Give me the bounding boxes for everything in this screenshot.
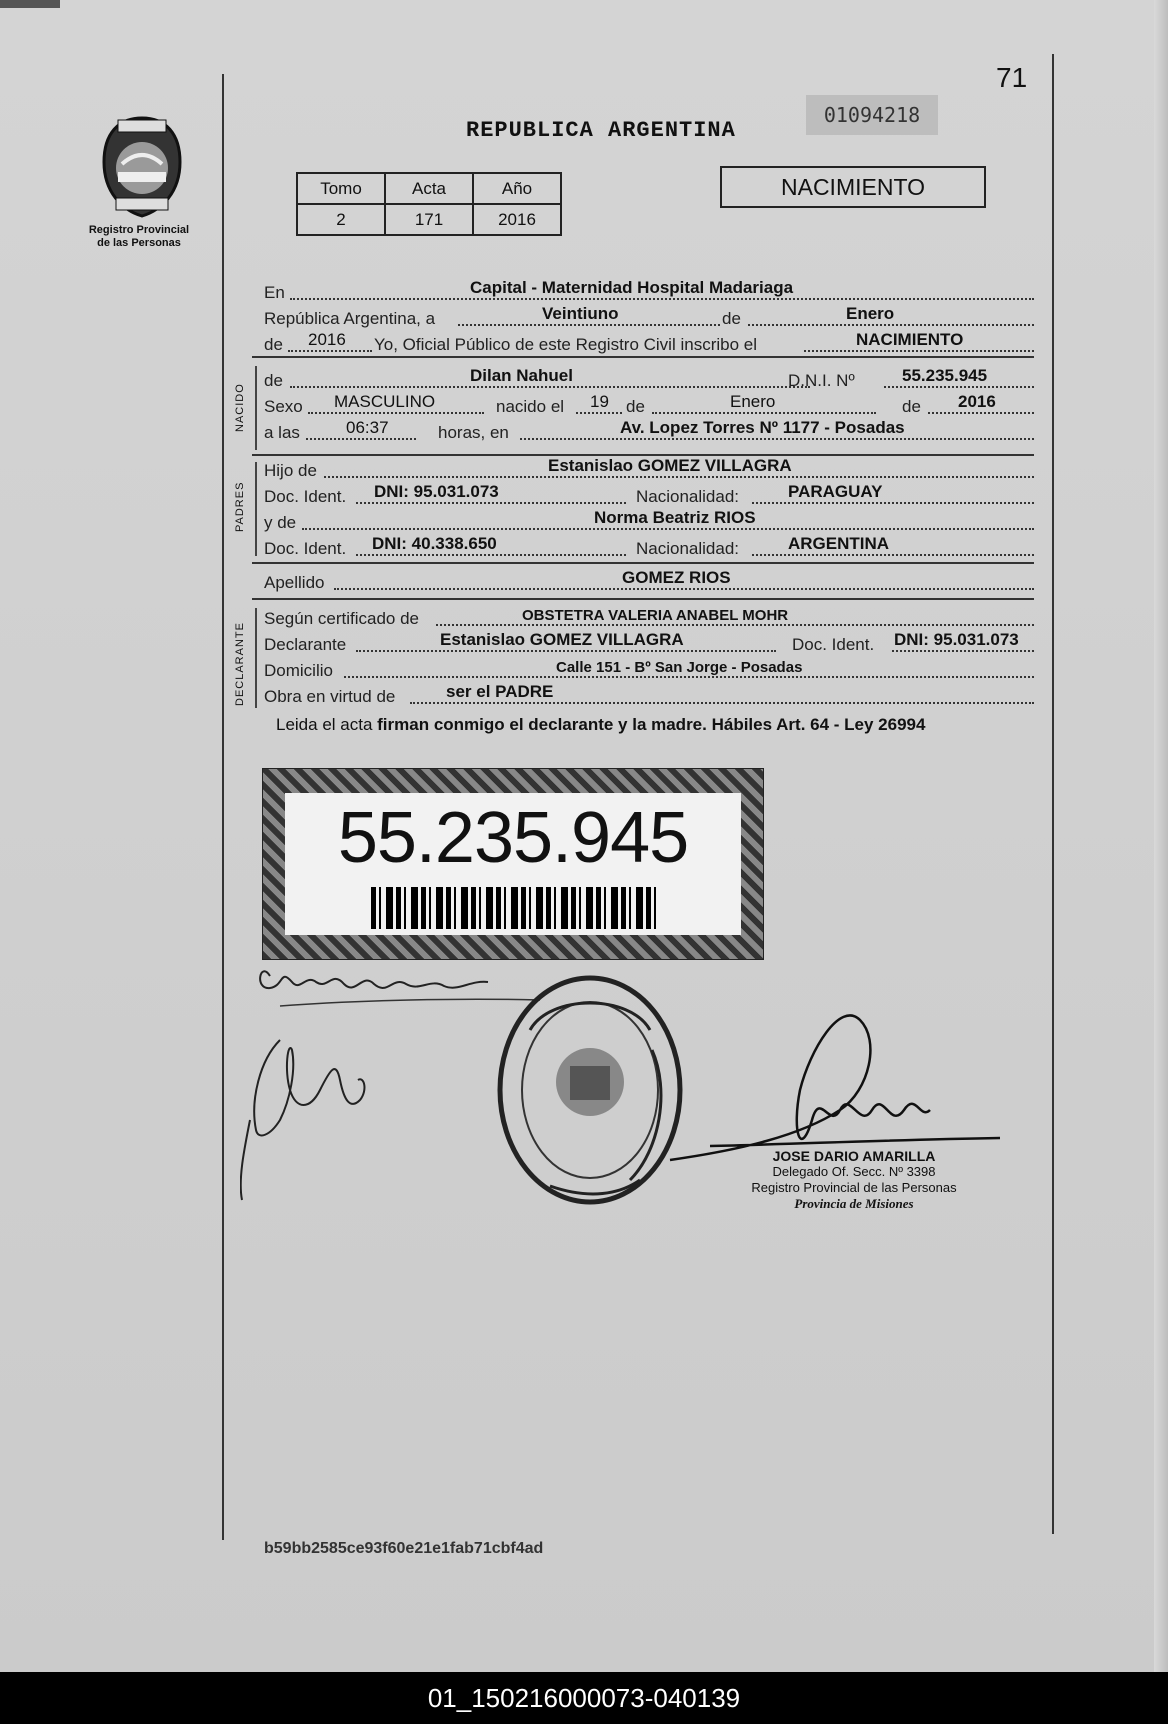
registry-caption-line2: de las Personas — [97, 237, 181, 249]
republica-label: República Argentina, a — [264, 309, 436, 328]
dotted-line — [748, 324, 1034, 326]
dotted-line — [928, 412, 1034, 414]
de2-label: de — [264, 335, 283, 354]
file-id-footer: 01_150216000073-040139 — [0, 1672, 1168, 1724]
dotted-line — [356, 554, 626, 556]
nac1-label: Nacionalidad: — [636, 487, 740, 506]
birth-month-value: Enero — [730, 392, 776, 411]
dotted-line — [804, 350, 1034, 352]
row-inscribo — [264, 330, 1034, 356]
scan-edge — [0, 0, 60, 8]
birth-place-value: Av. Lopez Torres Nº 1177 - Posadas — [620, 418, 905, 437]
section-separator — [252, 562, 1034, 564]
official-stamp — [500, 978, 680, 1202]
ref-header-tomo: Tomo — [297, 173, 385, 204]
mother-nationality-value: ARGENTINA — [788, 534, 890, 553]
official-name: JOSE DARIO AMARILLA — [772, 1148, 936, 1164]
nacido-el-label: nacido el — [496, 397, 565, 416]
row-doc-madre — [264, 534, 1034, 560]
right-margin-line — [1052, 54, 1054, 1534]
obra-label: Obra en virtud de — [264, 687, 396, 706]
row-apellido — [264, 568, 1034, 594]
declarante-label: Declarante — [264, 635, 347, 654]
signature-official — [670, 1015, 1000, 1160]
dni-label: D.N.I. Nº — [788, 371, 855, 390]
hijo-de-label: Hijo de — [264, 461, 317, 480]
y-de-label: y de — [264, 513, 297, 532]
record-type-box: NACIMIENTO — [720, 166, 986, 208]
serial-number: 01094218 — [806, 95, 938, 135]
surname-value: GOMEZ RIOS — [622, 568, 731, 587]
ref-value-acta: 171 — [385, 204, 473, 235]
dni-barcode-label — [262, 768, 764, 960]
ref-value-tomo: 2 — [297, 204, 385, 235]
row-certificado — [264, 608, 1034, 630]
barcode-icon — [371, 887, 661, 929]
dotted-line — [458, 324, 720, 326]
row-doc-padre — [264, 482, 1034, 508]
dotted-line — [290, 298, 1034, 300]
dotted-line — [302, 528, 1034, 530]
row-obra — [264, 682, 1034, 708]
horas-en-label: horas, en — [438, 423, 509, 442]
document-hash: b59bb2585ce93f60e21e1fab71cbf4ad — [264, 1540, 544, 1557]
mother-doc-value: DNI: 40.338.650 — [372, 534, 497, 553]
dotted-line — [356, 502, 626, 504]
doc2-label: Doc. Ident. — [264, 539, 347, 558]
place-value: Capital - Maternidad Hospital Madariaga — [470, 278, 794, 297]
inscribo-value: NACIMIENTO — [856, 330, 964, 349]
signature-declarant — [260, 971, 488, 988]
page-edge — [1154, 0, 1168, 1672]
dotted-line — [324, 476, 1034, 478]
document-title: REPUBLICA ARGENTINA — [466, 118, 736, 143]
dotted-line — [892, 650, 1034, 652]
de4-label: de — [902, 397, 921, 416]
doc1-label: Doc. Ident. — [264, 487, 347, 506]
closing-lead: Leida el acta — [276, 715, 373, 734]
ref-value-anio: 2016 — [473, 204, 561, 235]
sexo-label: Sexo — [264, 397, 303, 416]
birth-time-value: 06:37 — [346, 418, 389, 437]
section-bar — [255, 608, 257, 708]
child-name-value: Dilan Nahuel — [470, 366, 573, 385]
closing-text: firman conmigo el declarante y la madre. Hábiles Art. 64 - Ley 26994 — [377, 715, 926, 734]
row-sexo — [264, 392, 1034, 418]
year-value: 2016 — [308, 330, 346, 349]
certificate-value: OBSTETRA VALERIA ANABEL MOHR — [522, 607, 789, 624]
row-domicilio — [264, 660, 1034, 682]
dotted-line — [576, 412, 622, 414]
father-name-value: Estanislao GOMEZ VILLAGRA — [548, 456, 792, 475]
dotted-line — [306, 438, 416, 440]
section-label-padres: PADRES — [234, 481, 246, 532]
declarant-doc-value: DNI: 95.031.073 — [894, 630, 1019, 649]
section-bar — [255, 366, 257, 450]
row-en — [264, 278, 1034, 304]
dotted-line — [520, 438, 1034, 440]
registry-caption-line1: Registro Provincial — [88, 224, 190, 236]
row-padre — [264, 456, 1034, 482]
dotted-line — [652, 412, 876, 414]
ref-header-acta: Acta — [385, 173, 473, 204]
official-province: Provincia de Misiones — [794, 1196, 914, 1211]
signature-mother — [241, 1040, 365, 1200]
row-declarante — [264, 630, 1034, 656]
section-label-declarante: DECLARANTE — [234, 622, 246, 706]
father-doc-value: DNI: 95.031.073 — [374, 482, 499, 501]
declarant-name-value: Estanislao GOMEZ VILLAGRA — [440, 630, 684, 649]
section-label-nacido: NACIDO — [234, 383, 246, 432]
dotted-line — [356, 650, 776, 652]
nacido-de-label: de — [264, 371, 283, 390]
address-value: Calle 151 - Bº San Jorge - Posadas — [556, 659, 803, 676]
day-value: Veintiuno — [542, 304, 619, 323]
dotted-line — [752, 502, 1034, 504]
left-margin-line — [222, 74, 224, 1540]
oficial-label: Yo, Oficial Público de este Registro Civil inscribo el — [374, 335, 757, 354]
en-label: En — [264, 283, 285, 302]
birth-day-value: 19 — [590, 392, 609, 411]
dni-value: 55.235.945 — [902, 366, 988, 385]
certificado-label: Según certificado de — [264, 609, 419, 628]
mother-name-value: Norma Beatriz RIOS — [594, 508, 756, 527]
signatures-area — [240, 960, 1040, 1260]
section-bar — [255, 462, 257, 556]
province-emblem-icon — [94, 112, 190, 220]
de-label: de — [722, 309, 741, 328]
de3-label: de — [626, 397, 645, 416]
row-date — [264, 304, 1034, 330]
dotted-line — [308, 412, 484, 414]
barcode-panel — [285, 793, 741, 935]
dotted-line — [884, 386, 1034, 388]
dotted-line — [334, 588, 1034, 590]
alas-label: a las — [264, 423, 300, 442]
apellido-label: Apellido — [264, 573, 325, 592]
domicilio-label: Domicilio — [264, 661, 333, 680]
ref-header-anio: Año — [473, 173, 561, 204]
dotted-line — [290, 386, 810, 388]
dotted-line — [288, 350, 372, 352]
official-signature-block — [744, 1148, 964, 1212]
month-value: Enero — [846, 304, 895, 323]
dotted-line — [410, 702, 1034, 704]
row-madre — [264, 508, 1034, 534]
capacity-value: ser el PADRE — [446, 682, 554, 701]
sexo-value: MASCULINO — [334, 392, 436, 411]
father-nationality-value: PARAGUAY — [788, 482, 883, 501]
reference-table — [296, 172, 562, 236]
closing-statement — [276, 714, 1036, 736]
doc3-label: Doc. Ident. — [792, 635, 875, 654]
nac2-label: Nacionalidad: — [636, 539, 740, 558]
dotted-line — [752, 554, 1034, 556]
row-hora — [264, 418, 1034, 444]
registry-caption — [74, 224, 204, 250]
official-title: Delegado Of. Secc. Nº 3398 — [772, 1164, 936, 1179]
section-separator — [252, 356, 1034, 358]
birth-year-value: 2016 — [958, 392, 996, 411]
official-office: Registro Provincial de las Personas — [751, 1180, 957, 1195]
page-number: 71 — [996, 62, 1028, 93]
barcode-number: 55.235.945 — [337, 798, 689, 878]
dotted-line — [344, 676, 1034, 678]
section-separator — [252, 598, 1034, 600]
dotted-line — [436, 624, 1034, 626]
row-nombre — [264, 366, 1034, 392]
